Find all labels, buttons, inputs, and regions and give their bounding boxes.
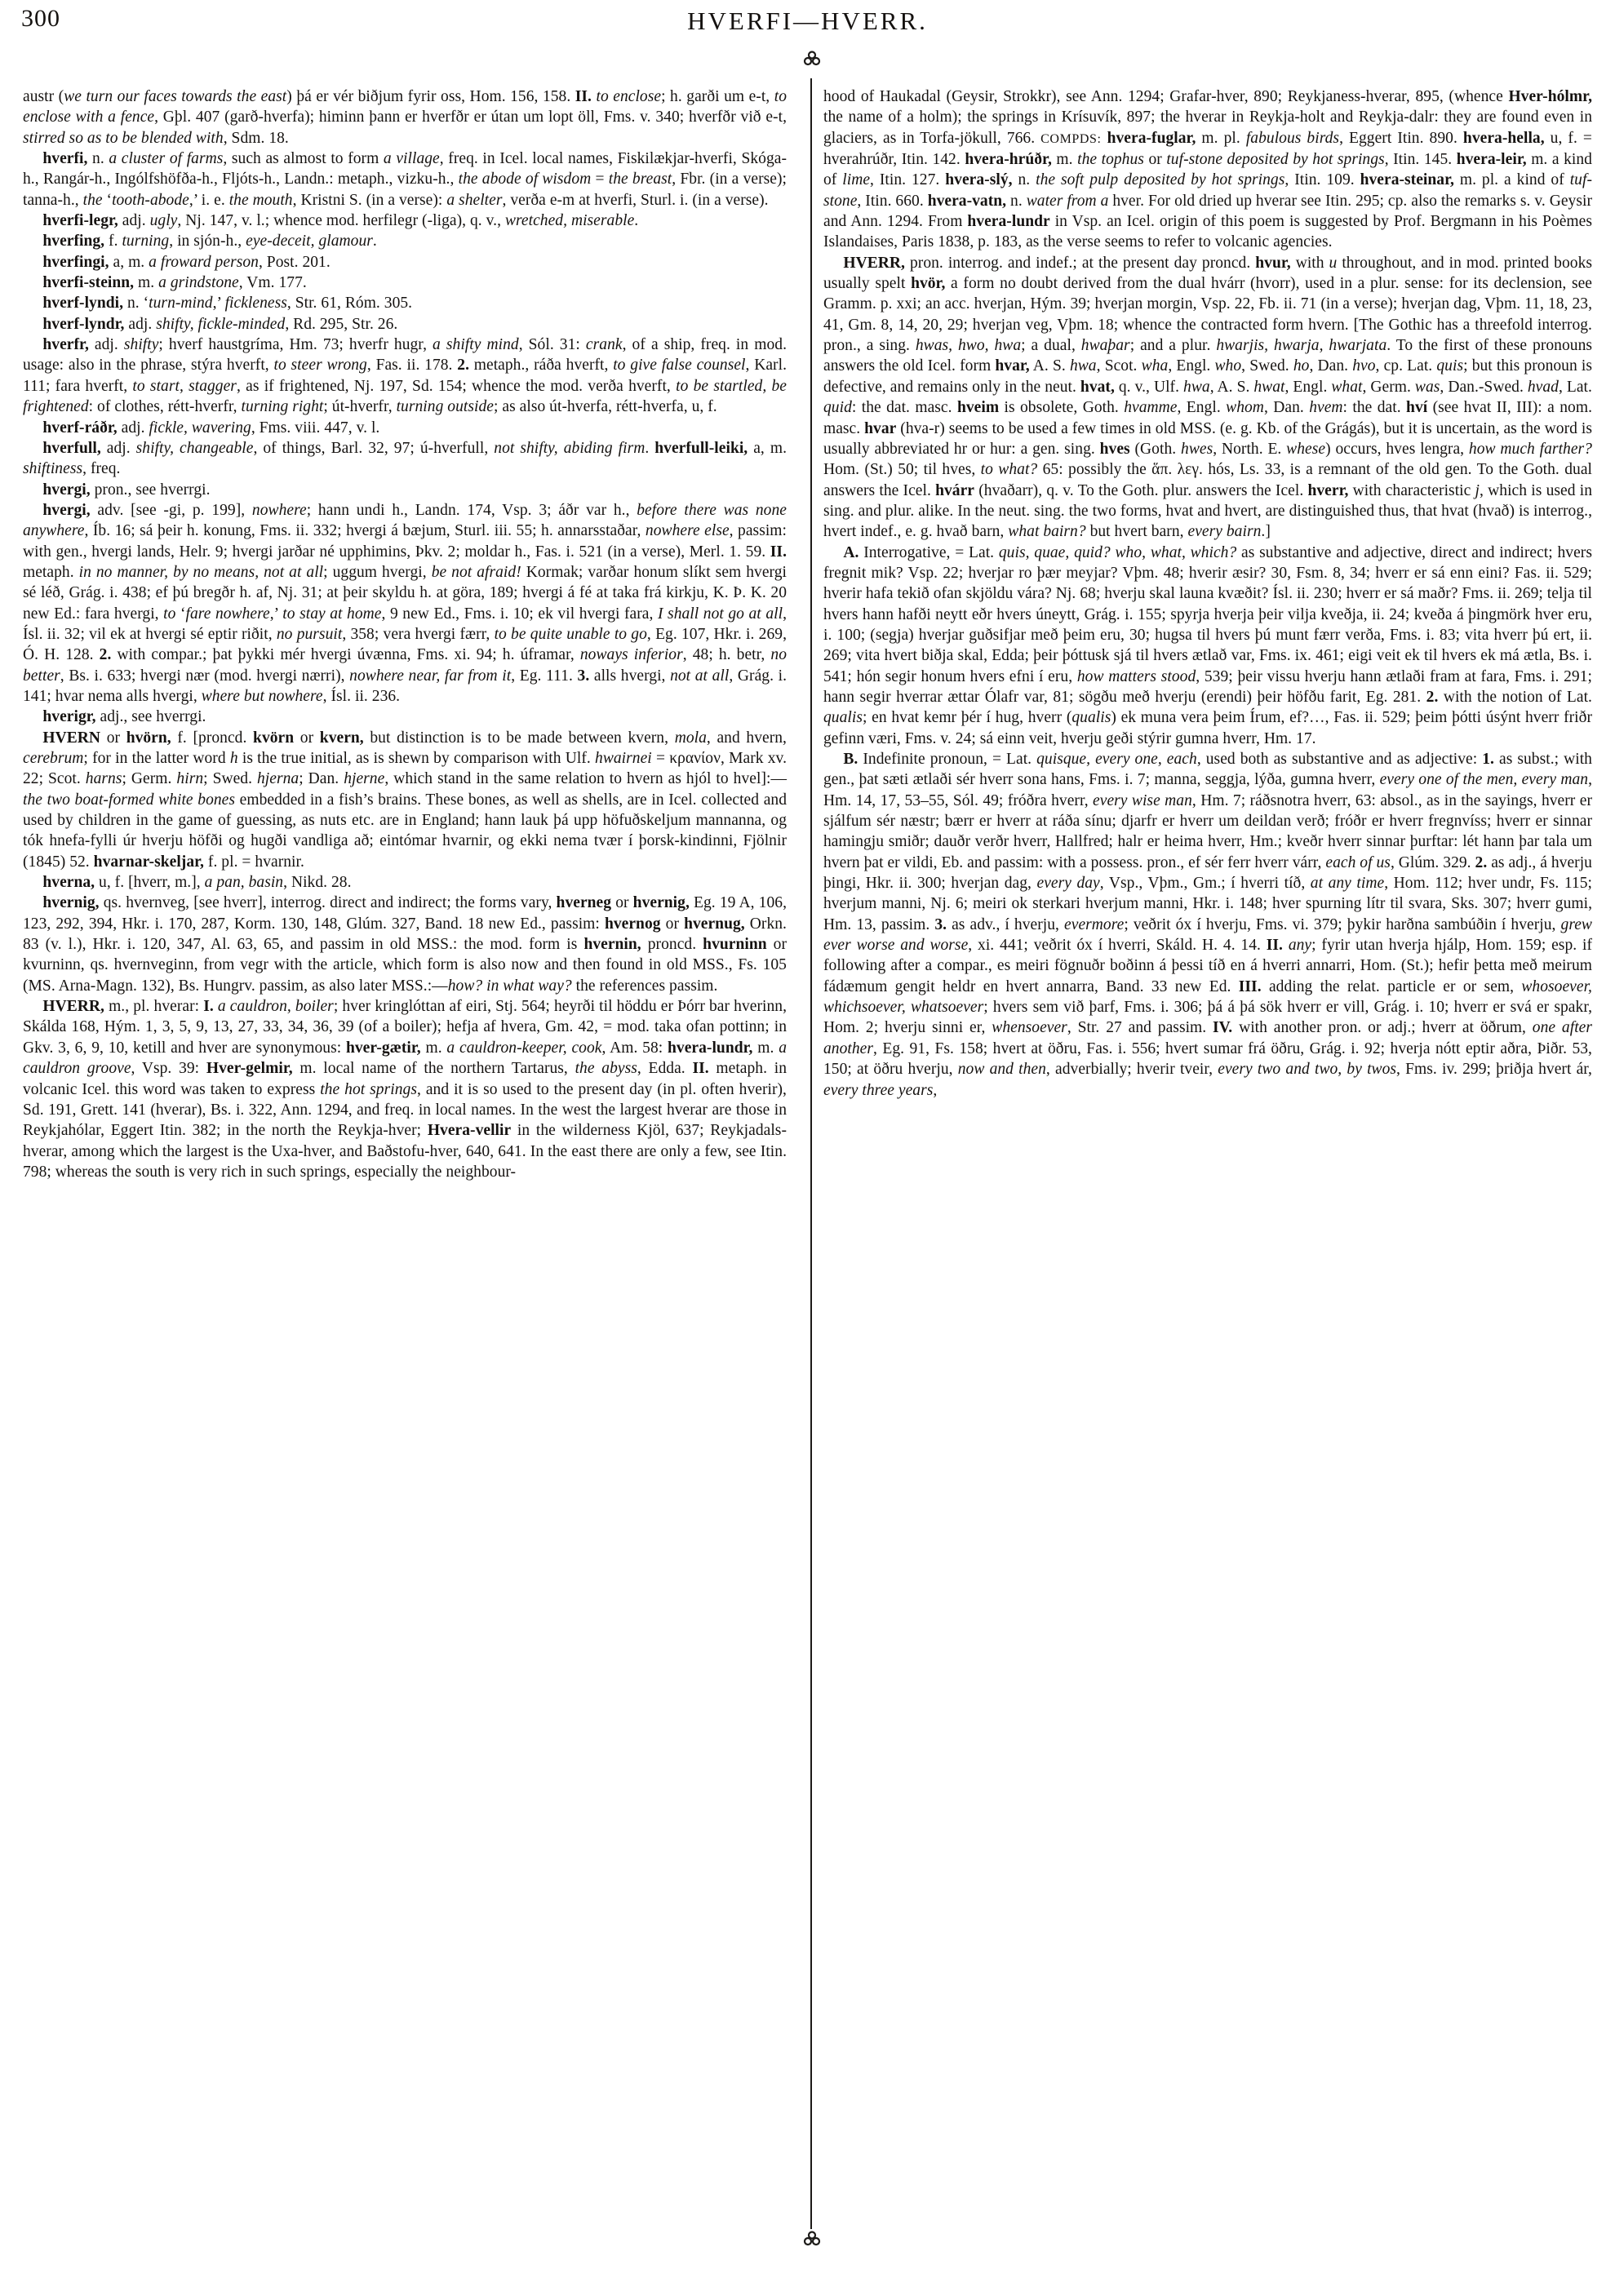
trefoil-ornament-icon (803, 51, 821, 67)
running-header: HVERFI—HVERR. (687, 7, 928, 35)
trefoil-ornament-icon (803, 2231, 821, 2247)
dictionary-entry: austr (we turn our faces towards the east) þá er vér biðjum fyrir oss, Hom. 156, 158. II. to enclose; h. garði um e-t, to enclose with a fence, Gþl. 407 (garð-hverfa); himinn þann er hverfðr er útan um lopt öll, Fms. v. 340; hverfðr við e-t, stirred so as to be blended with, Sdm. 18. (23, 88, 788, 147)
dictionary-entry: hverfingi, a, m. a froward person, Post. 201. (42, 253, 331, 271)
dictionary-entry: hverfing, f. turning, in sjón-h., eye-deceit, glamour. (42, 233, 377, 250)
dictionary-entry: hverfi-steinn, m. a grindstone, Vm. 177. (42, 274, 307, 292)
dictionary-entry: hvernig, qs. hvernveg, [see hverr], interrog. direct and indirect; the forms vary, hverneg or hvernig, Eg. 19 A, 106, 123, 292, 394, Hkr. i. 170, 287, Korm. 130, 148, Glúm. 327, Band. 18 new Ed., passim: hvernog or hvernug, Orkn. 83 (v. l.), Hkr. i. 120, 347, Al. 63, 65, and passim in old MSS.: the mod. form is hvernin, proncd. hvurninn or kvurninn, qs. hvernveginn, from vegr with the article, which form is also now and then found in old MSS., Fs. 105 (MS. Arna-Magn. 132), Bs. Hungrv. passim, as also later MSS.:—how? in what way? the references passim. (23, 894, 787, 995)
dictionary-entry: hverna, u, f. [hverr, m.], a pan, basin, Nikd. 28. (42, 874, 352, 892)
dictionary-entry: HVERN or hvörn, f. [proncd. kvörn or kvern, but distinction is to be made between kvern, mola, and hvern, cerebrum; for in the latter word h is the true initial, as is shewn by comparison with Ulf. hwairnei = κρανίον, Mark xv. 22; Scot. harns; Germ. hirn; Swed. hjerna; Dan. hjerne, which stand in the same relation to hvern as hjól to hvel]:—the two boat-formed white bones embedded in a fish’s brains. These bones, as well as shells, are in Icel. collected and used by children in the game of guessing, as nuts etc. are in England; hann lauk þá upp höfuðskeljum mannanna, og tók hnefa-fylli úr hverju höfði og hugði vandliga að; eintómar hvarnir, og ekki nema tvær í þorsk-kindinni, Fjölnir (1845) 52. hvarnar-skeljar, f. pl. = hvarnir. (23, 729, 788, 871)
right-column (823, 86, 1592, 1101)
dictionary-entry: hverf-lyndi, n. ‘turn-mind,’ fickleness, Str. 61, Róm. 305. (42, 295, 413, 312)
dictionary-entry: hverf-ráðr, adj. fickle, wavering, Fms. viii. 447, v. l. (42, 419, 380, 437)
dictionary-entry: hverfr, adj. shifty; hverf haustgríma, Hm. 73; hverfr hugr, a shifty mind, Sól. 31: crank, of a ship, freq. in mod. usage: also in the phrase, stýra hverft, to steer wrong, Fas. ii. 178. 2. metaph., ráða hverft, to give false counsel, Karl. 111; fara hverft, to start, stagger, as if frightened, Nj. 197, Sd. 154; whence the mod. verða hverft, to be startled, be frightened: of clothes, rétt-hverfr, turning right; út-hverfr, turning outside; as also út-hverfa, rétt-hverfa, u, f. (23, 336, 788, 416)
column-divider-rule (810, 78, 812, 2229)
dictionary-entry: hvergi, pron., see hverrgi. (42, 481, 211, 499)
dictionary-entry: hverfull, adj. shifty, changeable, of things, Barl. 32, 97; ú-hverfull, not shifty, abiding firm. hverfull-leiki, a, m. shiftiness, freq. (23, 439, 787, 478)
dictionary-entry: HVERR, pron. interrog. and indef.; at the present day proncd. hvur, with u throughout, and in mod. printed books usually spelt hvör, a form no doubt derived from the dual hvárr (hvorr), used in a plur. sense: for its declension, see Gramm. p. xxi; an acc. hverjan, Hým. 39; hverjan morgin, Vsp. 22, Fb. ii. 71 (in a verse); hverjan dag, Vþm. 11, 18, 23, 41, Gm. 8, 14, 20, 29; hverjan veg, Vþm. 18; whence the contracted form hvern. [The Gothic has a threefold interrog. pron., a sing. hwas, hwo, hwa; a dual, hwaþar; and a plur. hwarjis, hwarja, hwarjata. To the first of these pronouns answers the old Icel. form hvar, A. S. hwa, Scot. wha, Engl. who, Swed. ho, Dan. hvo, cp. Lat. quis; but this pronoun is defective, and remains only in the neut. hvat, q. v., Ulf. hwa, A. S. hwat, Engl. what, Germ. was, Dan.-Swed. hvad, Lat. quid: the dat. masc. hveim is obsolete, Goth. hvamme, Engl. whom, Dan. hvem: the dat. hví (see hvat II, III): a nom. masc. hvar (hva-r) seems to be used a few times in old MSS. (e. g. Kb. of the Grágás), but it is uncertain, as the word is usually abbreviated hr or hur: a gen. sing. hves (Goth. hwes, North. E. whese) occurs, hves lengra, how much farther? Hom. (St.) 50; til hves, to what? 65: possibly the ἅπ. λεγ. hós, Ls. 33, is a remnant of the old gen. To the Goth. dual answers the Icel. hvárr (hvaðarr), q. v. To the Goth. plur. answers the Icel. hverr, with characteristic j, which is used in sing. and plur. alike. In the neut. sing. the two forms, hvat and hvert, are distinguished thus, that hvat (hvað) is interrog., hvert indef., e. g. hvað barn, what bairn? but hvert barn, every bairn.] (823, 254, 1593, 541)
dictionary-entry: B. Indefinite pronoun, = Lat. quisque, every one, each, used both as substantive and as adjective: 1. as subst.; with gen., þat sæti ætlaði sér hverr sona hans, Fms. i. 7; manna, seggja, lýða, gumna hverr, every one of the men, every man, Hm. 14, 17, 53–55, Sól. 49; fróðra hverr, every wise man, Hm. 7; ráðsnotra hverr, 63: absol., as in the sayings, hverr er sjálfum sér næstr; bærr er hverr at ráða sínu; djarfr er hverr um deildan verð; fróðr er hverr fregnvíss; hverr er sinnar hamingju smiðr; dauðr verðr hverr, Hallfred; halr er heima hverr, Hm.; kveðr hverr sinnar þurftar: lét hann þar tala um hvern þat er vildi, Eb. and passim: with a possess. pron., ef sér ferr hverr várr, each of us, Glúm. 329. 2. as adj., á hverju þingi, Hkr. ii. 300; hverjan dag, every day, Vsp., Vþm., Gm.; í hverri tíð, at any time, Hom. 112; hver undr, Fs. 115; hverjum manni, Nj. 6; meiri ok sterkari hverjum manni, Hkr. i. 148; hver spurning lítr til svara, Sks. 307; hverr gumi, Hm. 13, passim. 3. as adv., í hverju, evermore; veðrit óx í hverju, Fms. vi. 379; þykir harðna sambúðin í hverju, grew ever worse and worse, xi. 441; veðrit óx í hverri, Skáld. H. 4. 14. II. any; fyrir utan hverja hjálp, Hom. 159; esp. if following after a compar., es meiri fögnuðr boðinn á þessi tíð en á hverri annarri, Hom. (St.); hefir þetta með meirum fádæmum gengit heldr en hvert annarra, Band. 33 new Ed. III. adding the relat. particle er or sem, whosoever, whichsoever, whatsoever; hvers sem við þarf, Fms. i. 306; þá á þá sök hverr er vill, Grág. i. 10; hverr er svá er spakr, Hom. 2; hverju sinni er, whensoever, Str. 27 and passim. IV. with another pron. or adj.; hverr at öðrum, one after another, Eg. 91, Fs. 158; hvert at öðru, Fas. i. 556; hvert sumar frá öðru, Grág. i. 92; hverja nótt eptir aðra, Þiðr. 53, 150; at öðru hverju, now and then, adverbially; hverir tveir, every two and two, by twos, Fms. iv. 299; þriðja hvert ár, every three years, (823, 751, 1593, 1099)
dictionary-entry: hood of Haukadal (Geysir, Strokkr), see Ann. 1294; Grafar-hver, 890; Reykjaness-hverar, 895, (whence Hver-hólmr, the name of a holm); the springs in Krísuvík, 897; the hverar in Reykja-holt and Reykja-dalr: they are found even in glaciers, as in Torfa-jökull, 766. COMPDS: hvera-fuglar, m. pl. fabulous birds, Eggert Itin. 890. hvera-hella, u, f. = hverahrúðr, Itin. 142. hvera-hrúðr, m. the tophus or tuf-stone deposited by hot springs, Itin. 145. hvera-leir, m. a kind of lime, Itin. 127. hvera-slý, n. the soft pulp deposited by hot springs, Itin. 109. hvera-steinar, m. pl. a kind of tuf-stone, Itin. 660. hvera-vatn, n. water from a hver. For old dried up hverar see Itin. 295; cp. also the remarks s. v. Geysir and Ann. 1294. From hvera-lundr in Vsp. an Icel. origin of this poem is suggested by Prof. Bergmann in his Poèmes Islandaises, Paris 1838, p. 183, as the verse seems to refer to volcanic agencies. (823, 88, 1593, 251)
dictionary-entry: hverfi-legr, adj. ugly, Nj. 147, v. l.; whence mod. herfilegr (-liga), q. v., wretched, miserable. (42, 212, 639, 230)
dictionary-entry: hverfi, n. a cluster of farms, such as almost to form a village, freq. in Icel. local names, Fiskilækjar-hverfi, Skóga-h., Rangár-h., Ingólfshöfða-h., Fljóts-h., Landn.: metaph., vizku-h., the abode of wisdom = the breast, Fbr. (in a verse); tanna-h., the ‘tooth-abode,’ i. e. the mouth, Kristni S. (in a verse): a shelter, verða e-m at hverfi, Sturl. i. (in a verse). (23, 150, 787, 209)
left-column (23, 86, 787, 1182)
dictionary-entry: hvergi, adv. [see -gi, p. 199], nowhere; hann undi h., Landn. 174, Vsp. 3; áðr var h., before there was none anywhere, Íb. 16; sá þeir h. konung, Fms. ii. 332; hvergi á bæjum, Sturl. iii. 55; h. annarsstaðar, nowhere else, passim: with gen., hvergi lands, Helr. 9; hvergi jarðar né upphimins, Þkv. 2; moldar h., Fas. i. 521 (in a verse), Merl. 1. 59. II. metaph. in no manner, by no means, not at all; uggum hvergi, be not afraid! Kormak; varðar honum slíkt sem hvergi sé léð, Grág. i. 438; ef þú bregðr h. af, Nj. 31; at þeir skyldu h. at göra, 189; hvergi á fé at taka frá kirkju, K. Þ. K. 20 new Ed.: fara hvergi, to ‘fare nowhere,’ to stay at home, 9 new Ed., Fms. i. 10; ek vil hvergi fara, I shall not go at all, Ísl. ii. 32; vil ek at hvergi sé eptir riðit, no pursuit, 358; vera hvergi færr, to be quite unable to go, Eg. 107, Hkr. i. 269, Ó. H. 128. 2. with compar.; þat þykki mér hvergi úvænna, Fms. xi. 94; h. úframar, noways inferior, 48; h. betr, no better, Bs. i. 633; hvergi nær (mod. hvergi nærri), nowhere near, far from it, Eg. 111. 3. alls hvergi, not at all, Grág. i. 141; hvar nema alls hvergi, where but nowhere, Ísl. ii. 236. (23, 501, 788, 705)
dictionary-entry: hverigr, adj., see hverrgi. (42, 708, 206, 726)
dictionary-entry: A. Interrogative, = Lat. quis, quae, quid? who, what, which? as substantive and adjective, direct and indirect; hvers fregnit mik? Vsp. 22; hverjar ro þær meyjar? Vþm. 48; hverir æsir? 30, Fsm. 8, 34; hverr er sá enn eini? Fas. ii. 529; hverir hafa tekið ofan skjöldu vára? Nj. 68; hverju skal launa kvæðit? Ísl. ii. 230; hverr er sá maðr? Fms. ii. 269; telja til hvers hann hafði neytt eðr hvers úneytt, Grág. i. 155; spyrja hverja þeir vilja kveðja, ii. 24; kveða á þingmörk hver eru, i. 100; (segja) hverjar guðsifjar með þeim eru, 30; hugsa til hvers þú munt færr verða, Fms. i. 83; vita hverr þú ert, ii. 269; vita hvert biðja skal, Edda; þeir þóttusk sjá til hvers ætlað var, Fms. ix. 461; eigi veit ek til hvers ek má ætla, Bs. i. 541; hón segir honum hvers efni í eru, how matters stood, 539; þeir vissu hverju hann ætlaði fram at fara, Fms. i. 291; hann segir hverrar ættar Ólafr var, 81; sögðu með hverju (erendi) þeir höfðu farit, Eg. 281. 2. with the notion of Lat. qualis; en hvat kemr þér í hug, hverr (qualis) ek muna vera þeim Írum, ef?…, Fas. ii. 529; þeim þótti úsýnt hverr friðr gefinn væri, Fms. v. 24; sá einn veit, hverju geði stýrir gumna hverr, Hm. 17. (823, 543, 1592, 747)
page-number: 300 (21, 5, 60, 32)
dictionary-entry: HVERR, m., pl. hverar: I. a cauldron, boiler; hver kringlóttan af eiri, Stj. 564; heyrði til höddu er Þórr bar hverinn, Skálda 168, Hým. 1, 3, 5, 9, 13, 27, 33, 34, 36, 39 (of a boiler); hefja af hvera, Gm. 42, = mod. taka ofan pottinn; in Gkv. 3, 6, 9, 10, ketill and hver are synonymous: hver-gætir, m. a cauldron-keeper, cook, Am. 58: hvera-lundr, m. a cauldron groove, Vsp. 39: Hver-gelmir, m. local name of the northern Tartarus, the abyss, Edda. II. metaph. in volcanic Icel. this word was taken to express the hot springs, and it is so used to the present day (in pl. often hverir), Sd. 191, Grett. 141 (hverar), Bs. i. 322, Ann. 1294, and freq. in local names. In the west the largest hverar are those in Reykjahólar, Eggert Itin. 382; in the north the Reykja-hver; Hvera-vellir in the wilderness Kjöl, 637; Reykjadals-hverar, among which the largest is the Uxa-hver, and Baðstofu-hver, 640, 641. In the east there are only a few, see Itin. 798; whereas the south is very rich in such springs, especially the neighbour- (23, 998, 788, 1181)
dictionary-entry: hverf-lyndr, adj. shifty, fickle-minded, Rd. 295, Str. 26. (42, 315, 398, 333)
